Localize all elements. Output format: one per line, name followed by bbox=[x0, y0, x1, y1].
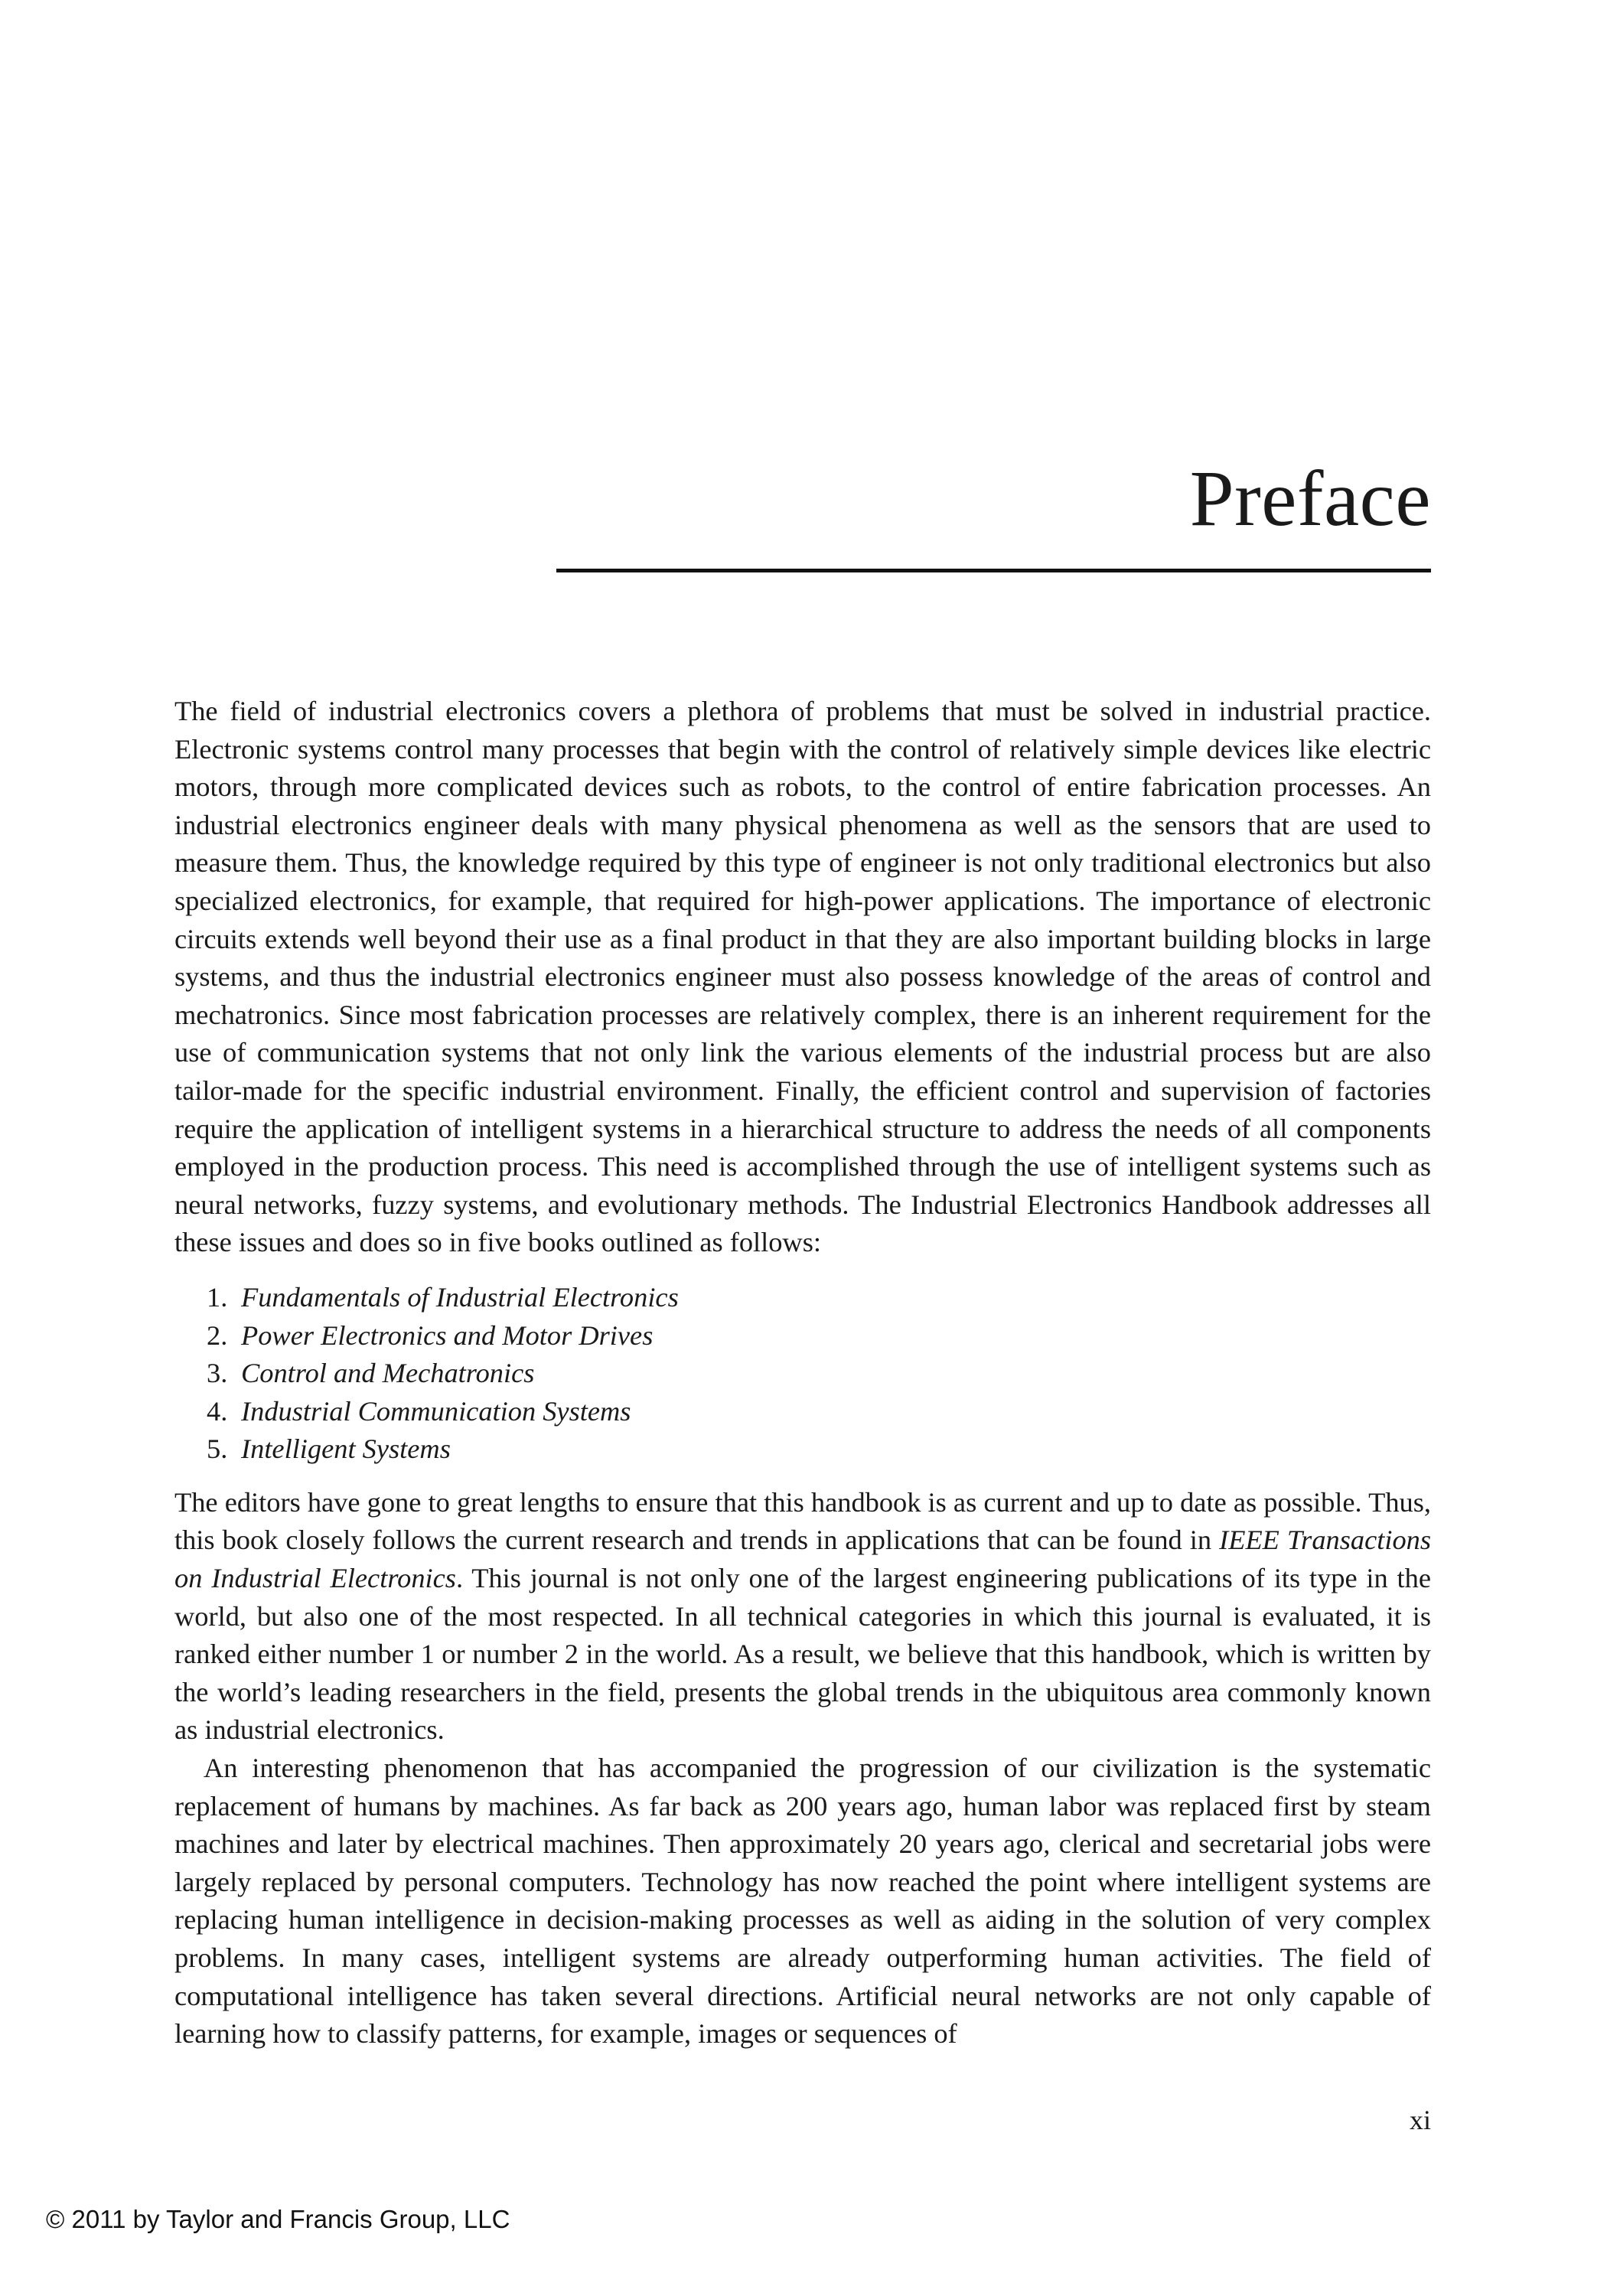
title-underline-rule bbox=[556, 569, 1431, 572]
list-item-title: Intelligent Systems bbox=[241, 1433, 451, 1465]
book-list bbox=[174, 1279, 1431, 1469]
paragraph-phenomenon: An interesting phenomenon that has accompanied the progression of our civilization is the systematic replacement of humans by machines. As far back as 200 years ago, human labor was replaced first by steam machines and later by electrical machines. Then approximately 20 years ago, clerical and secretarial jobs were largely replaced by personal computers. Technology has now reached the point where intelligent systems are replacing human intelligence in decision-making processes as well as aiding in the solution of very complex problems. In many cases, intelligent systems are already outperforming human activities. The field of computational intelligence has taken several directions. Artificial neural networks are not only capable of learning how to classify patterns, for example, images or sequences of bbox=[174, 1753, 1431, 2050]
paragraph-intro: The field of industrial electronics covers a plethora of problems that must be solved in industrial practice. Electronic systems control many processes that begin with the control of relatively simple devices like electric motors, through more complicated devices such as robots, to the control of entire fabrication processes. An industrial electronics engineer deals with many physical phenomena as well as the sensors that are used to measure them. Thus, the knowledge required by this type of engineer is not only traditional electronics but also specialized electronics, for example, that required for high-power applications. The importance of electronic circuits extends well beyond their use as a final product in that they are also important building blocks in large systems, and thus the industrial electronics engineer must also possess knowledge of the areas of control and mechatronics. Since most fabrication processes are relatively complex, there is an inherent requirement for the use of communication systems that not only link the various elements of the industrial process but are also tailor-made for the specific industrial environment. Finally, the efficient control and supervision of factories require the application of intelligent systems in a hierarchical structure to address the needs of all components employed in the production process. This need is accomplished through the use of intelligent systems such as neural networks, fuzzy systems, and evolutionary methods. The Industrial Electronics Handbook addresses all these issues and does so in five books outlined as follows: bbox=[174, 696, 1431, 1258]
list-item-number: 2. bbox=[207, 1319, 228, 1351]
page-title: Preface bbox=[1189, 455, 1431, 543]
list-item bbox=[207, 1317, 1431, 1355]
page-number: xi bbox=[1409, 2105, 1431, 2135]
list-item bbox=[207, 1430, 1431, 1469]
paragraph-editors bbox=[174, 1484, 1431, 1750]
journal-title: IEEE Transactions on Industrial Electronics bbox=[174, 1525, 1431, 1594]
list-item-title: Control and Mechatronics bbox=[241, 1358, 535, 1389]
list-item bbox=[207, 1279, 1431, 1317]
preface-body bbox=[174, 693, 1431, 2053]
paragraph-editors-text-start: The editors have gone to great lengths to ensure that this handbook is as current and up to date as possible. Thus, this book closely follows the current research and trends in applications that can be found in bbox=[174, 1486, 1431, 1556]
list-item bbox=[207, 1393, 1431, 1431]
copyright-notice: © 2011 by Taylor and Francis Group, LLC bbox=[46, 2205, 510, 2233]
list-item-number: 4. bbox=[207, 1395, 228, 1427]
list-item-title: Fundamentals of Industrial Electronics bbox=[241, 1281, 679, 1313]
list-item-number: 1. bbox=[207, 1281, 228, 1313]
list-item-title: Industrial Communication Systems bbox=[241, 1395, 631, 1427]
list-item bbox=[207, 1355, 1431, 1393]
paragraph-editors-text-end: . This journal is not only one of the largest engineering publications of its type in the world, but also one of the most respected. In all technical categories in which this journal is evaluated, it is ranked either number 1 or number 2 in the world. As a result, we believe that this handbook, which is written by the world’s leading researchers in the field, presents the global trends in the ubiquitous area commonly known as industrial electronics. bbox=[174, 1563, 1431, 1746]
list-item-title: Power Electronics and Motor Drives bbox=[241, 1319, 654, 1351]
list-item-number: 3. bbox=[207, 1358, 228, 1389]
list-item-number: 5. bbox=[207, 1433, 228, 1465]
